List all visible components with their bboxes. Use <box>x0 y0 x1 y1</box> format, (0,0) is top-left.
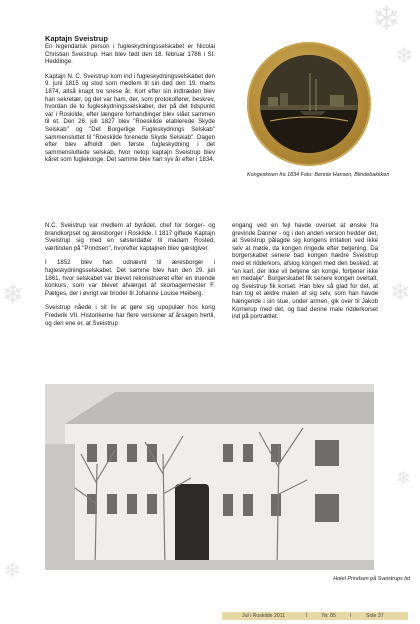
article-paragraph: I 1852 blev han udnævnt til æresborger i fugleskydningsselskabet. Det samme blev han den 29. juli 1861, hvor selskabet var blevet rekonstrueret efter en truende konkurs, som var blevet afværget af skomagermester F. Pætges, der i øvrigt var broder til Johanne Louise Heiberg. <box>45 259 215 297</box>
snowflake-icon: ❄ <box>396 468 412 489</box>
article-paragraph: Sveistrup nåede i sit liv at gøre sig upopulær hos kong Frederik VII. Historikerne har flere versioner af årsagen hertil, og den ene er, at Sveistrup <box>45 304 215 327</box>
snowflake-icon: ❄ <box>4 558 21 582</box>
left-column-top <box>45 34 215 171</box>
building-illustration <box>45 384 374 570</box>
kongeskive-plate-image <box>247 42 371 166</box>
snowflake-icon: ❄ <box>372 0 401 39</box>
snowflake-icon: ❄ <box>2 280 24 310</box>
right-column <box>232 222 378 328</box>
plate-painting <box>260 55 358 153</box>
article-paragraph: Kaptajn N. C. Sveistrup kom ind i fugleskydningsselskabet den 9. juni 1815 og stod som medlem til sin død den 19. marts 1874, altså knapt tre snese år. Kort efter sin indtræden blev han sekretær, og det var ham, der, som protokolfører, beskrev, hvordan de to fugleskydningsselskaber, der på det tidspunkt var i Roskilde, efter længere forhandlinger blev slået sammen til et. Den 26. juli 1827 blev "Roeskilde etablerede Skyde Selskab" og "Det Borgerlige Fugleskydnings Selskab" sammensluttet til "Roeskilde forenede Skyde Selskab". Dagen efter blev afholdt den første fugleskydning i det sammensluttede selskab, hvor netop kaptajn Sveistrup blev kåret som fuglekonge. Det samme blev han syv år efter i 1834. <box>45 72 215 164</box>
page-footer <box>222 612 408 620</box>
footer-issue: Jul i Roskilde 2011 <box>242 613 286 619</box>
photo-caption: Hotel Prindsen på Sveistrups tid <box>333 576 410 582</box>
article-title: Kaptajn Sveistrup <box>45 34 108 43</box>
article-paragraph: N.C. Sveistrup var medlem af byrådet, chef for borger- og brandkorpset og æresborger i Roskilde. I 1817 giftede Kaptajn Sveistrup sig med en søsterdatter til madam Rosted, værtinden på "Prindsen", hvorefter kaptajnen blev gæstgiver. <box>45 222 215 252</box>
footer-number: Nr. 85 <box>322 613 336 619</box>
snowflake-icon: ❄ <box>395 44 414 69</box>
plate-caption: Kongeskiven fra 1834 Foto: Bennie Hansen, Blindebakkken <box>247 172 390 178</box>
snowflake-icon: ❄ <box>390 278 411 306</box>
article-paragraph: engang ved en fejl havde overset at ønske fra grevinde Danner - og i den anden version hedder det, at Sveistrup pålagde sig kongens irritation ved ikke selv at møde, da kongen ringede efter betjening. Da borgerskabet senere bad kongen hædre Sveistrup med et ridderkors, afslog kongen med den besked, at "en karl, der ikke vil betjene sin konge, fortjener ikke en medalje". Borgerskabet fik senere kongen overtalt, og Sveistrup fik korset. Han blev så glad for det, at han tog et ældre maleri af sig selv, som han havde hængende i sin stue, under armen, gik over til Jakob Kornerup med det, og bad denne male ridderkorset ind på portrættet. <box>232 222 378 321</box>
hotel-prindsen-photo <box>45 384 374 570</box>
footer-separator: I <box>306 613 308 619</box>
left-column-bottom <box>45 222 215 334</box>
footer-separator: I <box>350 613 352 619</box>
harbor-scene-illustration <box>260 55 358 153</box>
footer-page-number: Side 37 <box>366 613 384 619</box>
article-intro: En legendarisk person i fugleskydningsselskabet er Nicolai Christian Sveistrup. Han blev født den 18. februar 1786 i St. Heddinge. <box>45 43 215 66</box>
